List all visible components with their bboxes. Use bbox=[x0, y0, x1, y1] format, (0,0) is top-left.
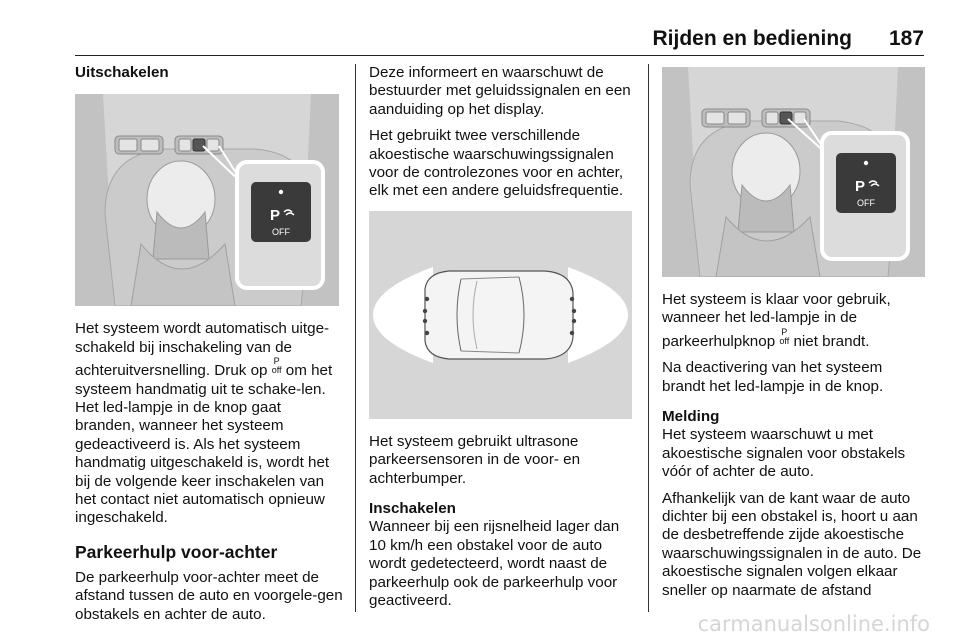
subheading-uitschakelen: Uitschakelen bbox=[75, 64, 169, 81]
column-2 bbox=[369, 64, 634, 611]
console-button-illustration bbox=[75, 94, 339, 306]
paragraph: Het systeem waarschuwt u met akoestische signalen voor obstakels vóór of achter de auto. bbox=[662, 426, 906, 481]
button-p-symbol: P bbox=[854, 178, 866, 195]
paragraph: Wanneer bij een rijsnelheid lager dan 10 km/h een obstakel voor de auto wordt gedetecteerd, wordt naast de parkeerhulp ook de parkeerhulp voor geactiveerd. bbox=[369, 518, 620, 610]
chapter-title: Rijden en bediening bbox=[652, 27, 852, 50]
parking-sensor-zones-illustration bbox=[369, 211, 632, 419]
column-1 bbox=[75, 64, 343, 624]
column-divider bbox=[648, 64, 649, 612]
console-button-illustration bbox=[662, 67, 925, 277]
column-3 bbox=[662, 64, 927, 600]
park-assist-button-icon: P off bbox=[271, 356, 282, 376]
park-assist-button-icon: P off bbox=[779, 326, 790, 346]
page-header bbox=[0, 0, 960, 58]
paragraph: Afhankelijk van de kant waar de auto dichter bij een obstakel is, hoort u aan de desbetreffende zijde akoestische waarschuwingssignalen in de auto. De akoestische signalen volgen elkaar sneller op naarmate de afstand bbox=[662, 489, 922, 599]
subheading-melding: Melding bbox=[662, 408, 720, 426]
paragraph: Het gebruikt twee verschillende akoestische waarschuwingssignalen voor de controlezones voor en achter, elk met een andere geluidsfrequentie. bbox=[369, 127, 624, 200]
section-heading: Parkeerhulp voor-achter bbox=[75, 541, 278, 562]
paragraph: Deze informeert en waarschuwt de bestuurder met geluidssignalen en een aanduiding op het display. bbox=[369, 64, 631, 118]
page-number: 187 bbox=[888, 27, 924, 50]
paragraph: De parkeerhulp voor-achter meet de afstand tussen de auto en voorgele-gen obstakels en achter de auto. bbox=[75, 568, 343, 623]
button-off-label: OFF bbox=[857, 198, 875, 208]
button-off-label: OFF bbox=[272, 227, 290, 238]
header-rule bbox=[75, 55, 924, 56]
paragraph: Na deactivering van het systeem brandt het led-lampje in de knop. bbox=[662, 359, 884, 395]
column-divider bbox=[355, 64, 356, 612]
watermark: carmanualsonline.info bbox=[697, 612, 930, 636]
paragraph: Het systeem is klaar voor gebruik, wanneer het led-lampje in de parkeerhulpknop P off niet brandt. bbox=[662, 291, 891, 350]
paragraph: Het systeem wordt automatisch uitge-schakeld bij inschakeling van de achteruitversnelling. Druk op P off om het systeem handmatig uit te schake-len. Het led-lampje in de knop gaat branden, wanneer het systeem gedeactiveerd is. Als het systeem handmatig uitgeschakeld is, wordt het bij de volgende keer inschakelen van het contact niet automatisch opnieuw ingeschakeld. bbox=[75, 320, 333, 527]
button-p-symbol: P bbox=[269, 207, 281, 225]
subheading-inschakelen: Inschakelen bbox=[369, 500, 456, 518]
paragraph: Het systeem gebruikt ultrasone parkeersensoren in de voor- en achterbumper. bbox=[369, 432, 581, 487]
